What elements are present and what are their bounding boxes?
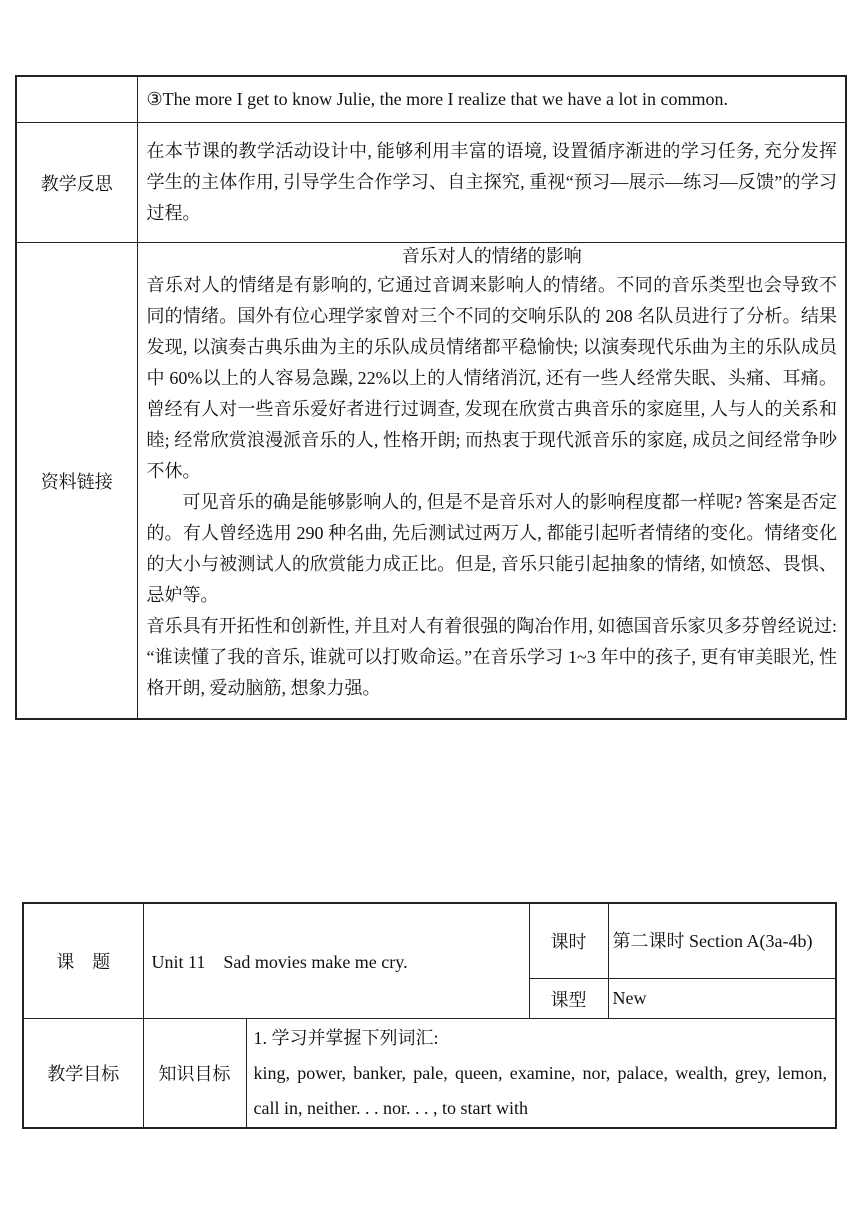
resources-paragraph-3: 音乐具有开拓性和创新性, 并且对人有着很强的陶冶作用, 如德国音乐家贝多芬曾经说过: “谁读懂了我的音乐, 谁就可以打败命运。”在音乐学习 1~3 年中的孩子, 更有审美眼光, 性格开朗, 爱动脑筋, 想象力强。 — [146, 616, 837, 698]
resources-title: 音乐对人的情绪的影响 — [401, 246, 582, 266]
type-value: New — [608, 979, 836, 1019]
resources-paragraph-1: 音乐对人的情绪是有影响的, 它通过音调来影响人的情绪。不同的音乐类型也会导致不同的情绪。国外有位心理学家曾对三个不同的交响乐队的 208 名队员进行了分析。结果发现, 以演奏古典乐曲为主的乐队成员情绪都平稳愉快; 以演奏现代乐曲为主的乐队成员中 60%以上的人容易急躁, 22%以上的人情绪消沉, 还有一些人经常失眠、头痛、耳痛。曾经有人对一些音乐爱好者进行过调查, 发现在欣赏古典音乐的家庭里, 人与人的关系和睦; 经常欣赏浪漫派音乐的人, 性格开朗; 而热衷于现代派音乐的家庭, 成员之间经常争吵不休。 — [146, 275, 837, 481]
reflection-label: 教学反思 — [16, 123, 137, 243]
knowledge-heading: 1. 学习并掌握下列词汇: — [253, 1027, 439, 1048]
resources-label: 资料链接 — [16, 243, 137, 720]
knowledge-content — [246, 1019, 836, 1129]
type-label: 课型 — [529, 979, 608, 1019]
knowledge-label: 知识目标 — [143, 1019, 246, 1129]
empty-label-cell — [16, 76, 137, 123]
topic-label: 课 题 — [23, 903, 143, 1019]
reflection-content: 在本节课的教学活动设计中, 能够利用丰富的语境, 设置循序渐进的学习任务, 充分发挥学生的主体作用, 引导学生合作学习、自主探究, 重视“预习—展示—练习—反馈”的学习过程。 — [137, 123, 846, 243]
example-sentence-cell: ③The more I get to know Julie, the more I realize that we have a lot in common. — [137, 76, 846, 123]
knowledge-words: king, power, banker, pale, queen, examine, nor, palace, wealth, grey, lemon, call in, neither. . . nor. . . , to start with — [253, 1062, 827, 1118]
table-row — [16, 76, 846, 123]
lesson-plan-table-2 — [22, 902, 837, 1129]
table-row — [23, 1019, 836, 1129]
table-row — [16, 243, 846, 720]
period-label: 课时 — [529, 903, 608, 979]
period-value: 第二课时 Section A(3a-4b) — [608, 903, 836, 979]
table-row — [16, 123, 846, 243]
table-row — [23, 903, 836, 979]
lesson-plan-table-1 — [15, 75, 847, 720]
topic-value: Unit 11 Sad movies make me cry. — [143, 903, 529, 1019]
resources-content — [137, 243, 846, 720]
goal-label: 教学目标 — [23, 1019, 143, 1129]
resources-paragraph-2: 可见音乐的确是能够影响人的, 但是不是音乐对人的影响程度都一样呢? 答案是否定的。有人曾经选用 290 种名曲, 先后测试过两万人, 都能引起听者情绪的变化。情绪变化的大小与被测试人的欣赏能力成正比。但是, 音乐只能引起抽象的情绪, 如愤怒、畏惧、忌妒等。 — [146, 492, 837, 605]
